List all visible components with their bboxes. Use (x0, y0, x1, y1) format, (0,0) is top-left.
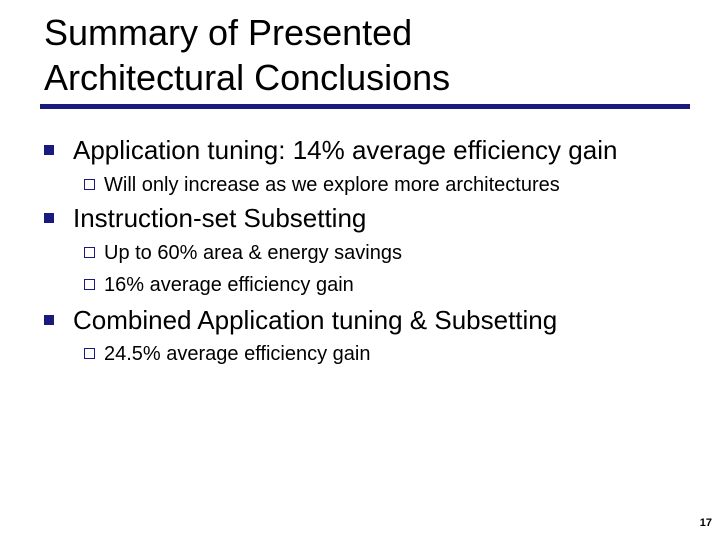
hollow-square-icon (84, 279, 95, 290)
sub-bullet-text: Will only increase as we explore more architectures (104, 174, 560, 196)
hollow-square-icon (84, 179, 95, 190)
page-number: 17 (699, 517, 712, 529)
bullet-text: Instruction-set Subsetting (73, 203, 367, 233)
bullet-text: Application tuning: 14% average efficiency gain (73, 135, 618, 165)
filled-square-icon (44, 145, 54, 155)
sub-bullet-text: 16% average efficiency gain (104, 274, 354, 296)
hollow-square-icon (84, 247, 95, 258)
bullet-text: Combined Application tuning & Subsetting (73, 305, 558, 335)
title-rule (40, 104, 690, 109)
filled-square-icon (44, 213, 54, 223)
sub-bullet-text: Up to 60% area & energy savings (104, 242, 402, 264)
sub-bullet-text: 24.5% average efficiency gain (104, 343, 371, 365)
filled-square-icon (44, 315, 54, 325)
slide-title-line-2: Architectural Conclusions (44, 57, 451, 98)
hollow-square-icon (84, 348, 95, 359)
slide-title (44, 10, 684, 100)
slide-title-line-1: Summary of Presented (44, 12, 413, 53)
